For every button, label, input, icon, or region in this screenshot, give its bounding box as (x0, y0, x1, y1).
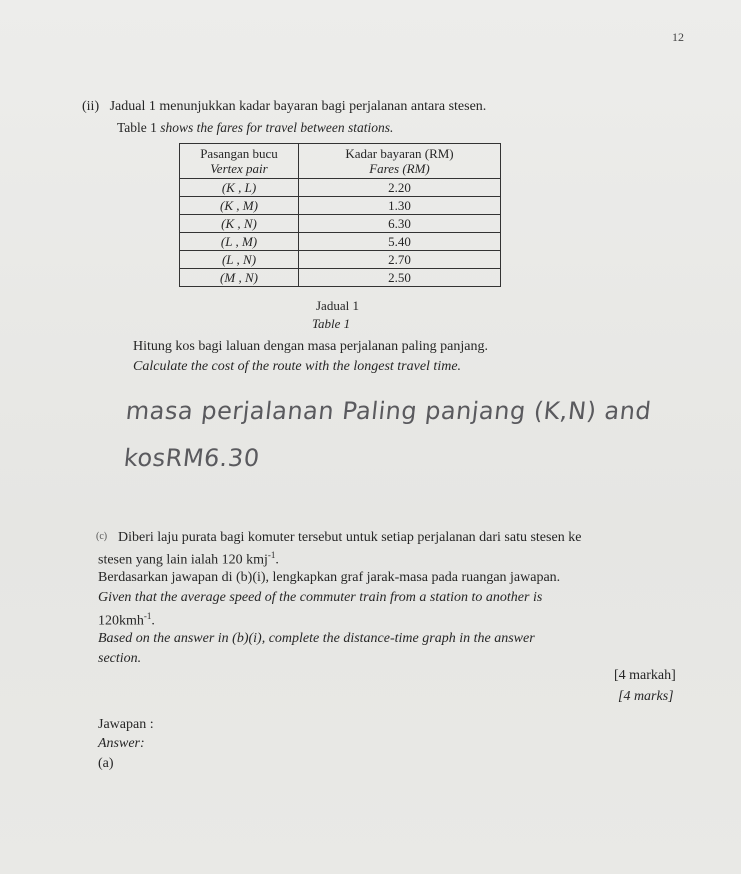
marks-english: [4 marks] (618, 689, 674, 704)
part-c-english-2-sup: -1 (143, 611, 152, 621)
answer-label-malay: Jawapan : (98, 717, 154, 732)
part-c-malay-3: Berdasarkan jawapan di (b)(i), lengkapkan graf jarak-masa pada ruangan jawapan. (98, 570, 561, 585)
part-c-label: (c) (96, 531, 108, 542)
fare-cell: 2.70 (299, 251, 501, 269)
fare-cell: 1.30 (299, 197, 501, 215)
part-ii-english: shows the fares for travel between stations. (160, 120, 394, 135)
part-c-english-1: Given that the average speed of the commuter train from a station to another is (98, 590, 543, 605)
header-col1-malay: Pasangan bucu (200, 146, 278, 161)
table-row (180, 269, 501, 287)
question-english: Calculate the cost of the route with the longest travel time. (133, 359, 462, 374)
table-caption-english: Table 1 (312, 316, 351, 331)
question-malay: Hitung kos bagi laluan dengan masa perjalanan paling panjang. (133, 339, 488, 354)
part-ii-english-lead: Table 1 (117, 120, 157, 135)
part-ii-label: (ii) (82, 99, 100, 114)
part-c-english-3: Based on the answer in (b)(i), complete the distance-time graph in the answer (98, 631, 535, 646)
part-c-malay-2-sup: -1 (267, 550, 276, 560)
part-ii-english-text (117, 120, 393, 136)
vertex-pair-cell: (K , N) (180, 215, 299, 233)
header-vertex-pair (180, 144, 299, 179)
fare-cell: 2.20 (299, 179, 501, 197)
part-c-english-2: 120kmh$^{-1}$. (98, 611, 155, 629)
vertex-pair-cell: (M , N) (180, 269, 299, 287)
header-col2-english: Fares (RM) (369, 161, 430, 176)
header-fares (299, 144, 501, 179)
part-c-english-2-text: 120kmh (98, 613, 144, 629)
fare-cell: 2.50 (299, 269, 501, 287)
table-header-row (180, 144, 501, 179)
fares-table (179, 143, 501, 287)
table-row (180, 233, 501, 251)
table-row (180, 215, 501, 233)
vertex-pair-cell: (K , M) (180, 197, 299, 215)
part-ii-malay-text (82, 99, 486, 115)
table-row (180, 179, 501, 197)
vertex-pair-cell: (L , M) (180, 233, 299, 251)
vertex-pair-cell: (K , L) (180, 179, 299, 197)
table-row (180, 197, 501, 215)
part-ii-malay: Jadual 1 menunjukkan kadar bayaran bagi perjalanan antara stesen. (109, 99, 487, 114)
part-c-malay-2: stesen yang lain ialah 120 kmj$^{-1}$. (98, 550, 279, 568)
handwritten-answer-line2: kosRM6.30 (122, 444, 262, 472)
fare-cell: 6.30 (299, 215, 501, 233)
table-caption-malay: Jadual 1 (316, 298, 359, 313)
answer-label-english: Answer: (98, 736, 145, 751)
header-col1-english: Vertex pair (210, 161, 268, 176)
vertex-pair-cell: (L , N) (180, 251, 299, 269)
handwritten-answer-line1: masa perjalanan Paling panjang (K,N) and (124, 397, 653, 425)
marks-malay: [4 markah] (614, 668, 676, 683)
part-c-malay-2-text: stesen yang lain ialah 120 kmj (98, 552, 268, 568)
part-c-malay-1: Diberi laju purata bagi komuter tersebut untuk setiap perjalanan dari satu stesen ke (118, 530, 582, 545)
page-number: 12 (672, 30, 684, 44)
fare-cell: 5.40 (299, 233, 501, 251)
answer-part-label: (a) (98, 756, 114, 771)
header-col2-malay: Kadar bayaran (RM) (345, 146, 454, 161)
table-row (180, 251, 501, 269)
part-c-english-4: section. (98, 651, 142, 666)
